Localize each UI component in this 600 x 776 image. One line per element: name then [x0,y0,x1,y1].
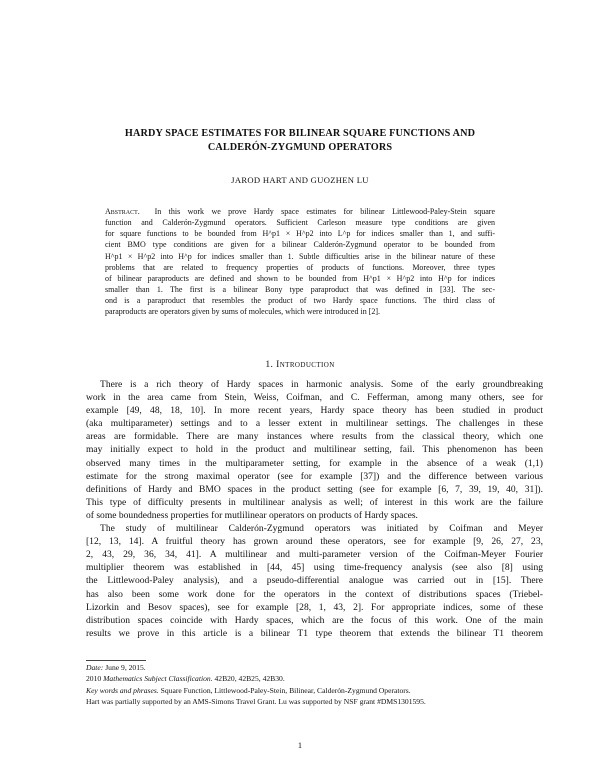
keywords-label: Key words and phrases. [86,685,159,695]
section-heading [60,359,540,370]
footnote-keywords [86,685,543,696]
footnotes [86,662,543,708]
body-line: multiplier theorem was established in [44, 45] using time-frequency analysis (see also [8] using [86,562,543,574]
footnote-divider [86,660,146,661]
body-line: may initially expect to hold in the product and multilinear setting, fail. This phenomenon has been [86,444,543,456]
abstract-line-1 [105,206,495,217]
body-text [86,378,543,640]
abstract-text-0: In this work we prove Hardy space estimates for bilinear Littlewood-Paley-Stein square [154,207,495,216]
footnote-date [86,662,543,673]
abstract-block [105,206,495,317]
body-line: This type of difficulty presents in multilinear analysis as well; of interest in this work are the failure [86,496,543,508]
abstract-line: of bilinear paraproducts are defined and shown to be bounded from H^p1 × H^p2 into H^p for indices [105,273,495,283]
body-line: results we prove in this article is a bilinear T1 type theorem that extends the bilinear T1 theorem [86,627,543,639]
body-line: The study of multilinear Calderón-Zygmund operators was initiated by Coifman and Meyer [100,523,543,535]
body-line: observed many times in the multiparameter setting, for example in the absence of a weak (1,1) [86,457,543,469]
msc-value: 42B20, 42B25, 42B30. [214,674,285,684]
body-line: example [49, 48, 18, 10]. In more recent years, Hardy space theory has been studied in product [86,405,543,417]
msc-prefix: 2010 [86,674,102,684]
page-number: 1 [297,741,303,750]
abstract-line: H^p1 × H^p2 into H^p for indices smaller than 1. Subtle difficulties arise in the bilinear nature of these [105,251,495,261]
section-title: Introduction [276,359,335,370]
paper-title [60,127,540,155]
abstract-line: smaller than 1. The first is a bilinear Bony type paraproduct that was defined in [33]. The sec- [105,284,495,294]
title-line-2: CALDERÓN-ZYGMUND OPERATORS [207,142,393,153]
date-value: June 9, 2015. [105,663,146,672]
footnote-msc [86,673,543,684]
title-line-1: HARDY SPACE ESTIMATES FOR BILINEAR SQUARE FUNCTIONS AND [124,128,476,139]
body-line: the Littlewood-Paley analysis), and a pseudo-differential analogue was carried out in [15]. There [86,575,543,587]
abstract-line: function and Calderón-Zygmund operators. Sufficient Carleson measure type conditions are given [105,218,495,228]
body-line: Lizorkin and Besov spaces), see for example [28, 1, 43, 2]. For appropriate indices, some of these [86,601,543,613]
msc-label: Mathematics Subject Classification. [103,674,213,684]
body-line: work in the area came from Stein, Weiss, Coifman, and C. Fefferman, among many others, see for [86,392,543,404]
body-line: 2, 43, 29, 36, 34, 41]. A multilinear and multi-parameter version of the Coifman-Meyer Fourier [86,549,543,561]
footnote-support: Hart was partially supported by an AMS-Simons Travel Grant. Lu was supported by NSF grant #DMS1301595. [86,697,426,707]
body-line: definitions of Hardy and BMO spaces in the product setting (see for example [6, 7, 39, 19, 40, 31]). [86,483,543,495]
body-line: areas are formidable. There are many instances where results from the classical theory, which one [86,431,543,443]
body-line: has also been some work done for the operators in the context of distributions spaces (Triebel- [86,588,543,600]
body-line: There is a rich theory of Hardy spaces in harmonic analysis. Some of the early groundbreaking [100,379,543,390]
body-line: estimate for the strong maximal operator (see for example [37]) and the difference between various [86,470,543,482]
date-label: Date: [86,663,104,672]
keywords-value: Square Function, Littlewood-Paley-Stein, Bilinear, Calderón-Zygmund Operators. [160,685,411,695]
abstract-line: for square functions to be bounded from H^p1 × H^p2 into L^p for indices smaller than 1, and suffi- [105,229,495,239]
body-line: [12, 13, 14]. A fruitful theory has grown around these operators, see for example [9, 26, 27, 23, [86,536,543,548]
body-line: of some boundedness properties for mutlilinear operators on products of Hardy spaces. [86,509,418,521]
paper-authors: JAROD HART AND GUOZHEN LU [231,175,369,185]
abstract-line: paraproducts are operators given by sums of molecules, which were introduced in [2]. [105,307,381,317]
abstract-label: Abstract. [105,207,140,216]
abstract-line: ond is a paraproduct that resembles the product of two Hardy space functions. The third class of [105,296,495,306]
abstract-line: cient BMO type conditions are given for a bilinear Calderón-Zygmund operator to be bounded from [105,240,495,250]
body-line: distribution spaces coincide with Hardy spaces, which are the focus of this work. One of the main [86,614,543,626]
abstract-line: problems that are related to frequency properties of products of functions. Moreover, three types [105,262,495,272]
section-number: 1. [265,359,274,370]
body-line: (aka multiparameter) settings and to a lesser extent in multilinear settings. The challenges in these [86,418,543,430]
